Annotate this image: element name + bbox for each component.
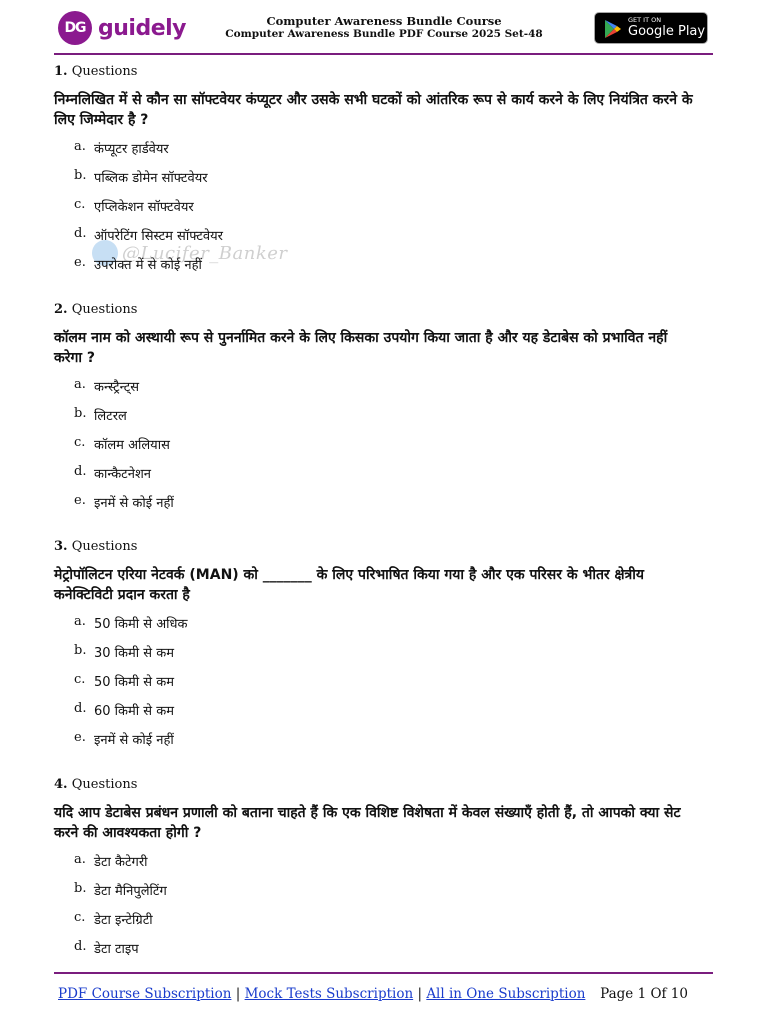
- question-text: मेट्रोपॉलिटन एरिया नेटवर्क (MAN) को _______ के लिए परिभाषित किया गया है और एक परिसर के भीतर क्षेत्रीय कनेक्टिविटी प्रदान करता है: [54, 567, 645, 603]
- question-label-text: Questions: [71, 539, 138, 554]
- option-key: a.: [74, 377, 86, 392]
- question-number: 3.: [54, 539, 68, 554]
- option-list: [54, 139, 694, 284]
- question-text: यदि आप डेटाबेस प्रबंधन प्रणाली को बताना चाहते हैं कि एक विशिष्ट विशेषता में केवल संख्याएँ होती हैं, तो आपको क्या सेट करने की आवश्यकता होगी ?: [54, 805, 681, 841]
- option-text: कंप्यूटर हार्डवेयर: [94, 142, 169, 157]
- question-number: 1.: [54, 64, 68, 79]
- option-text: 50 किमी से अधिक: [94, 617, 188, 632]
- option-list: [54, 852, 694, 968]
- all-in-one-subscription-link[interactable]: All in One Subscription: [426, 986, 586, 1002]
- page-footer: [58, 986, 698, 1002]
- page-header: [0, 0, 768, 54]
- document-title: [200, 15, 568, 41]
- logo-text: guidely: [98, 15, 187, 41]
- google-play-badge[interactable]: [594, 12, 708, 44]
- option-text: कान्कैटनेशन: [94, 467, 152, 482]
- footer-divider: [54, 972, 713, 974]
- option-key: b.: [74, 881, 87, 896]
- option-item: [74, 226, 694, 255]
- option-item: [74, 435, 694, 464]
- option-text: डेटा मैनिपुलेटिंग: [94, 884, 167, 899]
- option-text: इनमें से कोई नहीं: [94, 733, 174, 748]
- option-text: पब्लिक डोमेन सॉफ्टवेयर: [94, 171, 208, 186]
- option-key: b.: [74, 643, 87, 658]
- question-block-1: [54, 64, 694, 284]
- option-key: a.: [74, 614, 86, 629]
- option-key: b.: [74, 168, 87, 183]
- option-item: [74, 377, 694, 406]
- option-text: उपरोक्त में से कोई नहीं: [94, 258, 202, 273]
- option-key: c.: [74, 910, 86, 925]
- option-text: डेटा कैटेगरी: [94, 855, 148, 870]
- question-text: कॉलम नाम को अस्थायी रूप से पुनर्नामित करने के लिए किसका उपयोग किया जाता है और यह डेटाबेस को प्रभावित नहीं करेगा ?: [54, 330, 668, 366]
- option-key: a.: [74, 852, 86, 867]
- option-item: [74, 464, 694, 493]
- question-number: 4.: [54, 777, 68, 792]
- option-item: [74, 643, 694, 672]
- option-item: [74, 493, 694, 522]
- question-label: [54, 64, 694, 82]
- option-list: [54, 614, 694, 759]
- mock-tests-subscription-link[interactable]: Mock Tests Subscription: [244, 986, 414, 1002]
- option-item: [74, 852, 694, 881]
- watermark-text: @Lucifer_Banker: [122, 242, 288, 264]
- question-label: [54, 539, 694, 557]
- option-text: 30 किमी से कम: [94, 646, 174, 661]
- option-list: [54, 377, 694, 522]
- option-key: b.: [74, 406, 87, 421]
- option-item: [74, 197, 694, 226]
- option-item: [74, 672, 694, 701]
- question-block-3: [54, 539, 694, 759]
- option-item: [74, 139, 694, 168]
- option-item: [74, 614, 694, 643]
- option-item: [74, 939, 694, 968]
- title-line-2: Computer Awareness Bundle PDF Course 2025 Set-48: [225, 28, 543, 40]
- option-item: [74, 701, 694, 730]
- footer-separator: |: [235, 986, 241, 1002]
- option-item: [74, 406, 694, 435]
- option-text: कॉलम अलियास: [94, 438, 170, 453]
- question-label-text: Questions: [71, 777, 138, 792]
- option-key: d.: [74, 226, 87, 241]
- page-number: Page 1 Of 10: [600, 986, 688, 1002]
- option-text: 60 किमी से कम: [94, 704, 174, 719]
- option-item: [74, 881, 694, 910]
- option-key: e.: [74, 255, 86, 270]
- option-text: इनमें से कोई नहीं: [94, 496, 174, 511]
- question-block-4: [54, 777, 694, 968]
- header-divider: [54, 53, 713, 55]
- option-key: c.: [74, 197, 86, 212]
- footer-separator: |: [417, 986, 423, 1002]
- option-text: एप्लिकेशन सॉफ्टवेयर: [94, 200, 194, 215]
- option-text: डेटा टाइप: [94, 942, 139, 957]
- option-key: c.: [74, 672, 86, 687]
- play-store-icon: [604, 19, 622, 39]
- option-key: e.: [74, 730, 86, 745]
- option-key: d.: [74, 939, 87, 954]
- option-key: c.: [74, 435, 86, 450]
- guidely-logo[interactable]: [58, 11, 186, 45]
- question-label: [54, 302, 694, 320]
- option-text: कन्स्ट्रैन्ट्स: [94, 380, 140, 395]
- option-item: [74, 255, 694, 284]
- option-text: डेटा इन्टेग्रिटी: [94, 913, 153, 928]
- question-label-text: Questions: [71, 302, 138, 317]
- option-item: [74, 730, 694, 759]
- option-text: ऑपरेटिंग सिस्टम सॉफ्टवेयर: [94, 229, 223, 244]
- question-label-text: Questions: [71, 64, 138, 79]
- badge-caption: GET IT ON: [628, 16, 662, 24]
- option-key: d.: [74, 701, 87, 716]
- badge-store-name: Google Play: [628, 24, 706, 39]
- option-item: [74, 168, 694, 197]
- title-line-1: Computer Awareness Bundle Course: [266, 14, 502, 28]
- option-text: 50 किमी से कम: [94, 675, 174, 690]
- logo-mark-icon: DG: [58, 11, 92, 45]
- pdf-course-subscription-link[interactable]: PDF Course Subscription: [58, 986, 232, 1002]
- option-key: a.: [74, 139, 86, 154]
- question-label: [54, 777, 694, 795]
- option-key: d.: [74, 464, 87, 479]
- option-key: e.: [74, 493, 86, 508]
- question-number: 2.: [54, 302, 68, 317]
- option-item: [74, 910, 694, 939]
- option-text: लिटरल: [94, 409, 127, 424]
- question-text: निम्नलिखित में से कौन सा सॉफ्टवेयर कंप्यूटर और उसके सभी घटकों को आंतरिक रूप से कार्य करने के लिए नियंत्रित करने के लिए जिम्मेदार है ?: [54, 92, 693, 128]
- question-block-2: [54, 302, 694, 522]
